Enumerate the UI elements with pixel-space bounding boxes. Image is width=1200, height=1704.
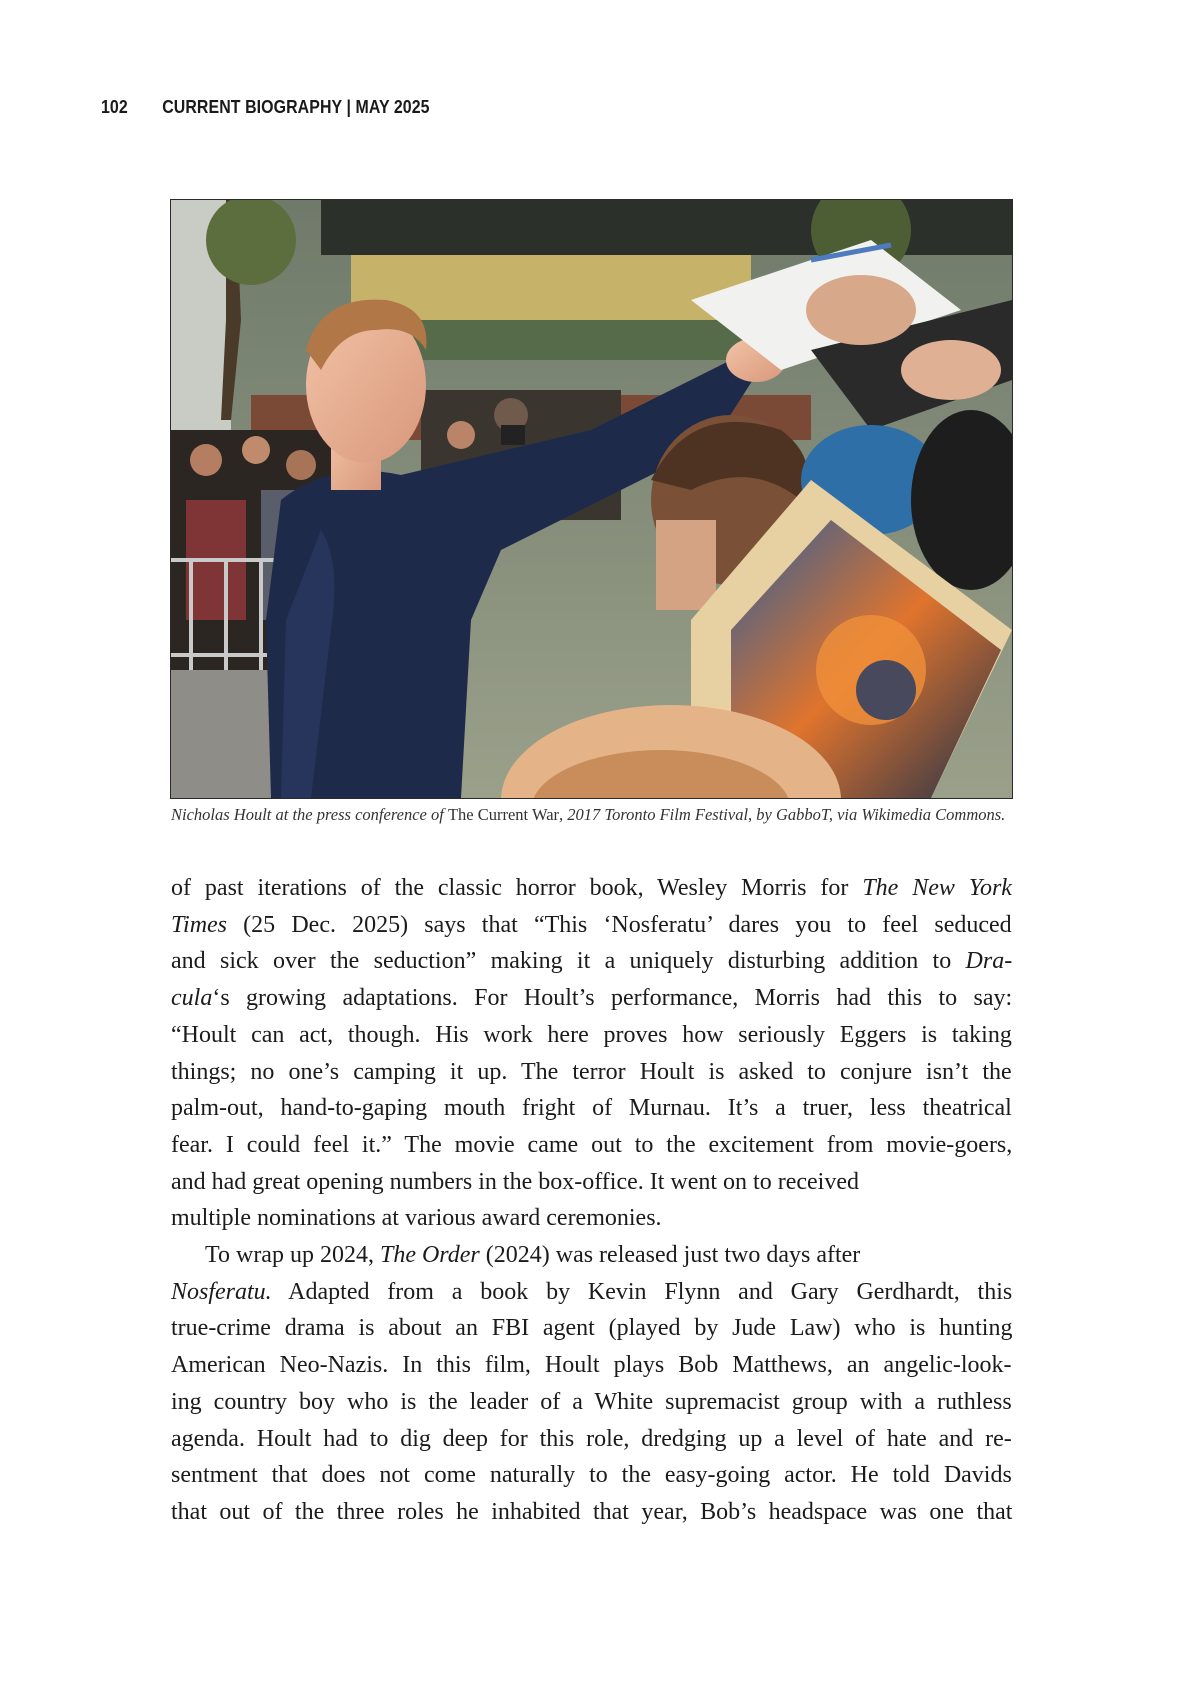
publication-title: CURRENT BIOGRAPHY | MAY 2025 xyxy=(162,96,430,117)
article-photo xyxy=(171,200,1012,798)
photo-illustration xyxy=(171,200,1012,798)
page-number: 102 xyxy=(101,96,128,117)
text-line: that out of the three roles he inhabited that year, Bob’s headspace was one that xyxy=(171,1498,1013,1525)
caption-text: Nicholas Hoult at the press conference of xyxy=(171,805,448,824)
text-line: American Neo-Nazis. In this film, Hoult plays Bob Matthews, an angelic-look- xyxy=(171,1352,1012,1379)
text-line: things; no one’s camping it up. The terror Hoult is asked to conjure isn’t the xyxy=(171,1058,1012,1085)
caption-credit: , 2017 Toronto Film Festival, by GabboT, via Wikimedia Commons. xyxy=(559,805,1006,824)
text-line: sentment that does not come naturally to the easy-going actor. He told Davids xyxy=(171,1462,1012,1489)
text-line: fear. I could feel it.” The movie came out to the excitement from movie-goers, xyxy=(171,1131,1013,1158)
text-line: and sick over the seduction” making it a uniquely disturbing addition to Dra- xyxy=(171,948,1013,975)
text-line: ing country boy who is the leader of a White supremacist group with a ruthless xyxy=(171,1388,1012,1415)
paragraph-the-order xyxy=(171,1237,1012,1531)
text-line: of past iterations of the classic horror book, Wesley Morris for The New York xyxy=(171,875,1012,901)
text-line: multiple nominations at various award ceremonies. xyxy=(171,1205,662,1232)
text-line: true-crime drama is about an FBI agent (played by Jude Law) who is hunting xyxy=(171,1315,1013,1342)
photo-caption xyxy=(171,804,1021,826)
text-line: cula‘s growing adaptations. For Hoult’s performance, Morris had this to say: xyxy=(171,985,1013,1012)
caption-film-title: The Current War xyxy=(447,805,560,824)
text-line: “Hoult can act, though. His work here proves how seriously Eggers is taking xyxy=(171,1021,1012,1048)
paragraph-nosferatu-review xyxy=(171,870,1012,1237)
text-line: Times (25 Dec. 2025) says that “This ‘Nosferatu’ dares you to feel seduced xyxy=(171,911,1012,938)
text-line: Nosferatu. Adapted from a book by Kevin Flynn and Gary Gerdhardt, this xyxy=(171,1278,1013,1305)
article-body xyxy=(171,870,1012,1531)
text-line: and had great opening numbers in the box-office. It went on to received xyxy=(171,1168,859,1195)
text-line: palm-out, hand-to-gaping mouth fright of Murnau. It’s a truer, less theatrical xyxy=(171,1095,1012,1122)
text-line: agenda. Hoult had to dig deep for this role, dredging up a level of hate and re- xyxy=(171,1425,1012,1452)
running-head xyxy=(101,96,430,118)
text-line: To wrap up 2024, The Order (2024) was released just two days after xyxy=(205,1242,861,1269)
